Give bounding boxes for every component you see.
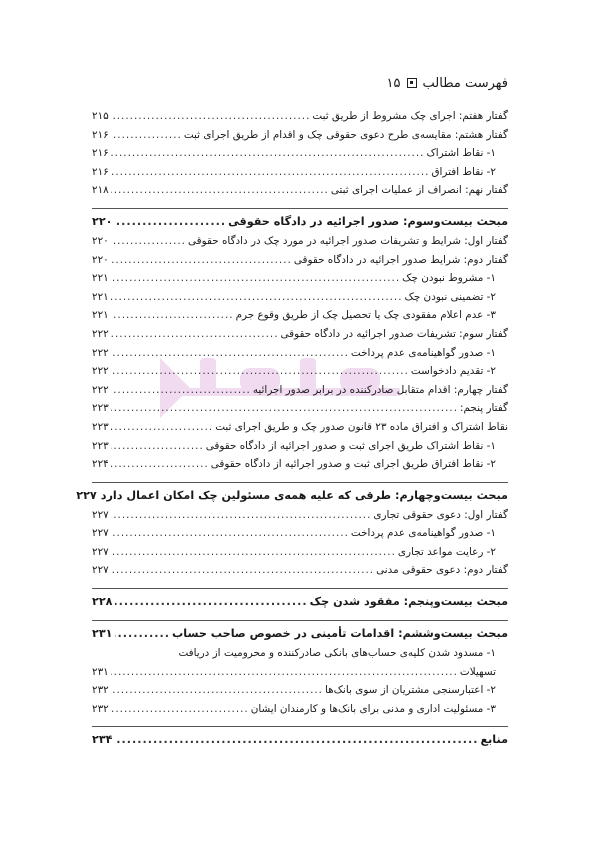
table-of-contents xyxy=(76,110,508,753)
toc-entry-label: گفتار دوم: شرایط صدور اجرائیه در دادگاه حقوقی xyxy=(293,253,508,266)
toc-leader-dots xyxy=(111,402,458,414)
toc-entry-page: ۲۳۴ xyxy=(92,733,113,747)
toc-leader-dots xyxy=(111,166,430,178)
toc-heading xyxy=(92,215,508,235)
toc-leader-dots xyxy=(111,384,251,396)
toc-entry xyxy=(92,440,508,459)
toc-entry-page: ۲۲۷ xyxy=(92,508,109,521)
toc-entry-label: ۲- نقاط افتراق طریق اجرای ثبت و صدور اجرائیه از دادگاه حقوقی xyxy=(210,458,496,471)
toc-entry-page: ۲۲۱ xyxy=(92,290,109,303)
toc-leader-dots xyxy=(111,440,204,452)
toc-entry-label: ۱- صدور گواهینامه‌ی عدم پرداخت xyxy=(350,346,496,359)
toc-entry-page: ۲۲۲ xyxy=(92,327,109,340)
toc-entry-page: ۲۲۲ xyxy=(92,346,109,359)
toc-heading xyxy=(76,488,508,509)
toc-entry-page: ۲۳۱ xyxy=(92,627,113,641)
toc-entry xyxy=(92,347,508,366)
toc-entry-page: ۲۱۸ xyxy=(92,184,109,197)
toc-entry-label: ۲- اعتبارسنجی مشتریان از سوی بانک‌ها xyxy=(324,684,496,697)
toc-leader-dots xyxy=(111,272,400,284)
toc-entry-page: ۲۲۳ xyxy=(92,420,109,433)
toc-entry xyxy=(92,184,508,203)
toc-entry-page: ۲۲۴ xyxy=(92,458,109,471)
toc-leader-dots xyxy=(111,254,292,266)
toc-entry xyxy=(92,527,508,546)
section-divider xyxy=(92,620,508,621)
toc-entry xyxy=(92,402,508,421)
toc-entry-label: ۲- نقاط افتراق xyxy=(431,165,496,178)
toc-entry xyxy=(92,309,508,328)
toc-entry-page: ۲۱۶ xyxy=(92,165,109,178)
toc-leader-dots xyxy=(111,328,279,340)
toc-entry-label: ۱- مشروط نبودن چک xyxy=(402,272,496,285)
section-divider xyxy=(92,208,508,209)
toc-leader-dots xyxy=(111,347,349,359)
toc-heading xyxy=(92,595,508,615)
toc-entry xyxy=(92,647,508,666)
toc-entry-label: گفتار چهارم: اقدام متقابل صادرکننده در برابر صدور اجرائیه xyxy=(252,383,508,396)
toc-entry-label: گفتار هشتم: مقایسه‌ی طرح دعوی حقوقی چک و اقدام از طریق اجرای ثبت xyxy=(183,128,508,141)
toc-leader-dots xyxy=(111,564,374,576)
toc-entry-page: ۲۲۰ xyxy=(92,253,109,266)
toc-entry xyxy=(92,421,508,440)
toc-leader-dots xyxy=(115,733,479,746)
toc-entry-label: نقاط اشتراک و افتراق ماده ۲۳ قانون صدور چک و طریق اجرای ثبت xyxy=(215,420,508,433)
toc-entry-label: ۲- رعایت مواعد تجاری xyxy=(397,545,496,558)
toc-entry-label: ۳- عدم اعلام مفقودی چک یا تحصیل چک از طریق وقوع جرم xyxy=(235,309,496,322)
page-number: ۱۵ xyxy=(386,75,401,91)
toc-entry xyxy=(92,235,508,254)
toc-leader-dots xyxy=(111,129,182,141)
toc-entry-label: مبحث بیست‌وپنجم: مفقود شدن چک xyxy=(309,595,508,609)
toc-entry-label: ۲- تقدیم دادخواست xyxy=(410,365,496,378)
toc-leader-dots xyxy=(111,666,458,678)
section-divider xyxy=(92,482,508,483)
toc-entry-page: ۲۲۷ xyxy=(92,564,109,577)
toc-entry-page: ۲۲۱ xyxy=(92,309,109,322)
toc-entry-label: گفتار سوم: تشریفات صدور اجرائیه در دادگاه حقوقی xyxy=(280,327,508,340)
toc-entry xyxy=(92,384,508,403)
toc-leader-dots xyxy=(115,215,227,228)
toc-entry-label: گفتار پنجم: xyxy=(460,402,508,415)
toc-entry-label: ۲- تضمینی نبودن چک xyxy=(404,290,496,303)
toc-entry xyxy=(92,254,508,273)
toc-leader-dots xyxy=(111,365,409,377)
section-divider xyxy=(92,726,508,727)
toc-leader-dots xyxy=(111,684,323,696)
toc-leader-dots xyxy=(111,147,425,159)
toc-entry-page: ۲۲۰ xyxy=(92,234,109,247)
toc-entry-page: ۲۲۲ xyxy=(92,365,109,378)
toc-entry xyxy=(92,564,508,583)
toc-entry-page: ۲۳۲ xyxy=(92,684,109,697)
toc-leader-dots xyxy=(111,527,349,539)
toc-entry-label: مبحث بیست‌وچهارم: طرقی که علیه همه‌ی مسئولین چک امکان اعمال دارد xyxy=(100,488,508,502)
toc-entry xyxy=(92,328,508,347)
toc-leader-dots xyxy=(111,291,403,303)
toc-entry xyxy=(92,129,508,148)
toc-entry-label: تسهیلات xyxy=(459,665,496,678)
toc-entry-page: ۲۲۳ xyxy=(92,439,109,452)
toc-leader-dots xyxy=(111,458,209,470)
section-divider xyxy=(92,588,508,589)
toc-leader-dots xyxy=(111,235,186,247)
toc-entry xyxy=(92,272,508,291)
toc-entry xyxy=(92,291,508,310)
toc-entry-label: ۱- مسدود شدن کلیه‌ی حساب‌های بانکی صادرکننده و محرومیت از دریافت xyxy=(178,647,496,660)
toc-entry-page: ۲۲۰ xyxy=(92,214,113,228)
toc-entry-page: ۲۱۵ xyxy=(92,110,109,122)
toc-heading xyxy=(92,733,508,753)
square-icon xyxy=(407,78,417,88)
toc-leader-dots xyxy=(111,309,234,321)
toc-entry-label: مبحث بیست‌وششم: اقدامات تأمینی در خصوص صاحب حساب xyxy=(172,627,508,641)
page-header xyxy=(92,72,508,94)
toc-entry-label: ۱- نقاط اشتراک طریق اجرای ثبت و صدور اجرائیه از دادگاه حقوقی xyxy=(205,439,496,452)
toc-entry-page: ۲۲۷ xyxy=(92,545,109,558)
toc-entry-label: گفتار هفتم: اجرای چک مشروط از طریق ثبت xyxy=(312,110,508,122)
toc-entry-page: ۲۳۲ xyxy=(92,702,109,715)
toc-entry xyxy=(92,365,508,384)
toc-leader-dots xyxy=(111,509,372,521)
toc-entry xyxy=(92,509,508,528)
toc-leader-dots xyxy=(111,703,249,715)
toc-entry xyxy=(92,666,508,685)
toc-entry xyxy=(92,166,508,185)
toc-entry-label: گفتار نهم: انصراف از عملیات اجرای ثبتی xyxy=(330,184,508,197)
header-title: فهرست مطالب xyxy=(422,75,508,91)
toc-entry-page: ۲۲۲ xyxy=(92,383,109,396)
toc-entry-label: ۱- نقاط اشتراک xyxy=(426,147,496,160)
toc-entry-page: ۲۲۷ xyxy=(92,527,109,540)
toc-entry xyxy=(92,147,508,166)
toc-entry-page: ۲۳۱ xyxy=(92,665,109,678)
toc-entry xyxy=(92,546,508,565)
toc-entry-page: ۲۲۷ xyxy=(76,488,97,502)
toc-entry-page: ۲۲۱ xyxy=(92,272,109,285)
toc-leader-dots xyxy=(111,110,311,122)
toc-entry-page: ۲۱۶ xyxy=(92,128,109,141)
toc-heading xyxy=(92,627,508,647)
toc-entry-label: گفتار اول: شرایط و تشریفات صدور اجرائیه در مورد چک در دادگاه حقوقی xyxy=(187,234,508,247)
toc-entry xyxy=(92,684,508,703)
toc-leader-dots xyxy=(111,546,396,558)
toc-leader-dots xyxy=(111,421,213,433)
toc-entry xyxy=(92,458,508,477)
toc-leader-dots xyxy=(115,595,308,608)
toc-entry-page: ۲۲۳ xyxy=(92,402,109,415)
toc-entry xyxy=(92,703,508,722)
toc-leader-dots xyxy=(111,184,329,196)
toc-entry-label: ۱- صدور گواهینامه‌ی عدم پرداخت xyxy=(350,527,496,540)
toc-entry-label: منابع xyxy=(480,733,508,747)
toc-entry-label: مبحث بیست‌وسوم: صدور اجرائیه در دادگاه حقوقی xyxy=(228,214,508,228)
toc-entry-page: ۲۲۸ xyxy=(92,595,113,609)
toc-entry-page: ۲۱۶ xyxy=(92,147,109,160)
toc-leader-dots xyxy=(115,627,171,640)
toc-entry-label: گفتار دوم: دعوی حقوقی مدنی xyxy=(376,564,508,577)
toc-entry xyxy=(92,110,508,129)
toc-entry-label: گفتار اول: دعوی حقوقی تجاری xyxy=(373,508,508,521)
toc-entry-label: ۳- مسئولیت اداری و مدنی برای بانک‌ها و کارمندان ایشان xyxy=(250,702,496,715)
